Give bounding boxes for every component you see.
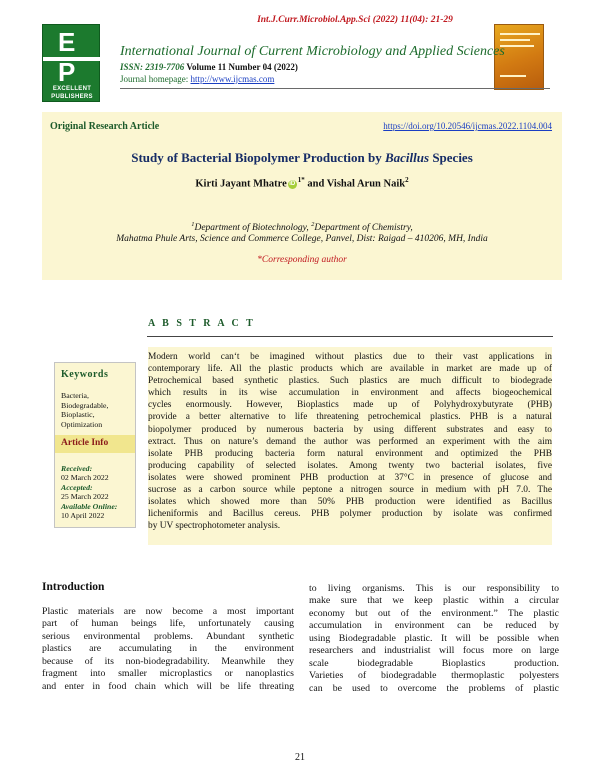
body-line: economy but out of the environment.” The plastic	[309, 607, 559, 619]
affiliation-line-1: $^1$Department of Biotechnology, $^2$Department of Chemistry,	[191, 221, 413, 234]
introduction-heading: Introduction	[42, 581, 105, 593]
page-number: 21	[295, 752, 305, 763]
article-dates: Received: 02 March 2022 Accepted: 25 March 2022 Available Online: 10 April 2022	[61, 464, 118, 521]
keyword-item: Bioplastic,	[61, 410, 95, 419]
abstract-line: biopolymer produced by numerous bacteria by using different substrates and easy to	[148, 424, 552, 435]
abstract-line: cycles enormously. However, Bioplastics made up of Polyhydroxybutyrate (PHB)	[148, 400, 552, 411]
abstract-body	[148, 347, 552, 545]
abstract-line: Modern world can‘t be imagined without plastics due to their vast applications in	[148, 352, 552, 362]
accepted-date: 25 March 2022	[61, 492, 109, 502]
abstract-line: extract. Thus on nature’s demand the author was performed an experiment with the aim	[148, 436, 552, 447]
abstract-divider	[147, 336, 553, 337]
abstract-line: producing capability of selected isolates. Among twenty two bacterial isolates, five	[148, 460, 552, 471]
body-line: to living organisms. This is our responsibility to	[309, 583, 559, 594]
body-line: researchers and industrialist will focus more on large	[309, 645, 559, 657]
abstract-line: which results in its wise accumulation in environment and affects biogeochemical	[148, 388, 552, 399]
body-line: and enter in food chain which will be life threating	[42, 680, 294, 692]
doi-link[interactable]: https://doi.org/10.20546/ijcmas.2022.1104.004	[383, 121, 552, 131]
body-line: serious environmental problems. Abundant synthetic	[42, 630, 294, 642]
keywords-heading: Keywords	[61, 369, 109, 380]
body-line: part of human beings life, unfortunately causing	[42, 618, 294, 630]
abstract-line: isolates which showed more than 50% PHB production were identified as Bacillus	[148, 497, 552, 508]
abstract-line: provide a better alternative to life threatening petrochemical plastics. PHB is a natural	[148, 412, 552, 423]
abstract-line: sucrose as a carbon source while peptone a nitrogen source in medium with pH 7.0. The	[148, 485, 552, 496]
intro-right-column	[309, 583, 559, 695]
body-line: plastics are accumulating in the environment	[42, 643, 294, 655]
journal-citation: Int.J.Curr.Microbiol.App.Sci (2022) 11(04): 21-29	[257, 15, 453, 25]
body-line: make sure that we keep plastic within a circular	[309, 595, 559, 607]
body-line: because of its non-biodegradability. Meanwhile they	[42, 655, 294, 667]
body-line: scale biodegradable Bioplastics production.	[309, 657, 559, 669]
paper-title: Study of Bacterial Biopolymer Production by Bacillus Species	[131, 150, 473, 165]
keyword-item: Biodegradable,	[61, 400, 109, 410]
keywords-list	[61, 391, 108, 429]
journal-title: International Journal of Current Microbiology and Applied Sciences	[120, 44, 505, 59]
abstract-line: licheniformis and Bacillus cereus. PHB polymer production by isolate was confirmed	[148, 509, 552, 520]
article-type: Original Research Article	[50, 121, 160, 132]
body-line: using Biodegradable plastic. It will be possible when	[309, 632, 559, 644]
body-line: fragment into smaller microplastics or nanoplastics	[42, 668, 294, 680]
abstract-line: isolate PHB producing bacteria form natural environment and optimized the PHB	[148, 448, 552, 459]
orcid-icon[interactable]: iD	[289, 180, 296, 187]
publisher-logo: E P EXCELLENT PUBLISHERS	[42, 24, 100, 102]
author-list: Kirti Jayant Mhatre iD $^{1*}$ and Vishal Arun Naik$^2$	[195, 176, 409, 190]
body-line: can be used to overcome the problems of plastic	[309, 682, 559, 694]
header-divider	[120, 88, 550, 89]
abstract-heading: A B S T R A C T	[148, 318, 256, 329]
keyword-item: Bacteria,	[61, 391, 89, 400]
journal-homepage: Journal homepage: http://www.ijcmas.com	[120, 74, 275, 84]
body-line: Plastic materials are now become a most important	[42, 606, 294, 617]
doi	[383, 121, 552, 131]
online-date: 10 April 2022	[61, 511, 105, 521]
affiliation-line-2: Mahatma Phule Arts, Science and Commerce College, Panvel, Dist: Raigad – 410206, MH, India	[116, 234, 488, 244]
body-line: accumulation in environment can be reduced by	[309, 620, 559, 632]
abstract-line: contemporary life. All the plastic products which are available in market are made up of	[148, 364, 552, 375]
intro-left-column	[42, 606, 294, 693]
keywords-box	[54, 362, 136, 528]
article-info-heading: Article Info	[61, 438, 109, 448]
abstract-line: Petrochemical based synthetic plastics. Such plastics are much difficult to biodegrade	[148, 376, 552, 387]
corresponding-author: *Corresponding author	[257, 255, 347, 265]
issn-line: ISSN: 2319-7706 Volume 11 Number 04 (2022)	[120, 62, 298, 72]
abstract-line: by UV spectrophotometer analysis.	[148, 521, 281, 532]
body-line: Varieties of biodegradable thermoplastic polyesters	[309, 670, 559, 682]
received-date: 02 March 2022	[61, 473, 109, 483]
abstract-line: isolates were showed prominent PHB production at 37°C in presence of glucose and	[148, 472, 552, 483]
keyword-item: Optimization	[61, 419, 103, 429]
homepage-link[interactable]: http://www.ijcmas.com	[190, 74, 275, 84]
